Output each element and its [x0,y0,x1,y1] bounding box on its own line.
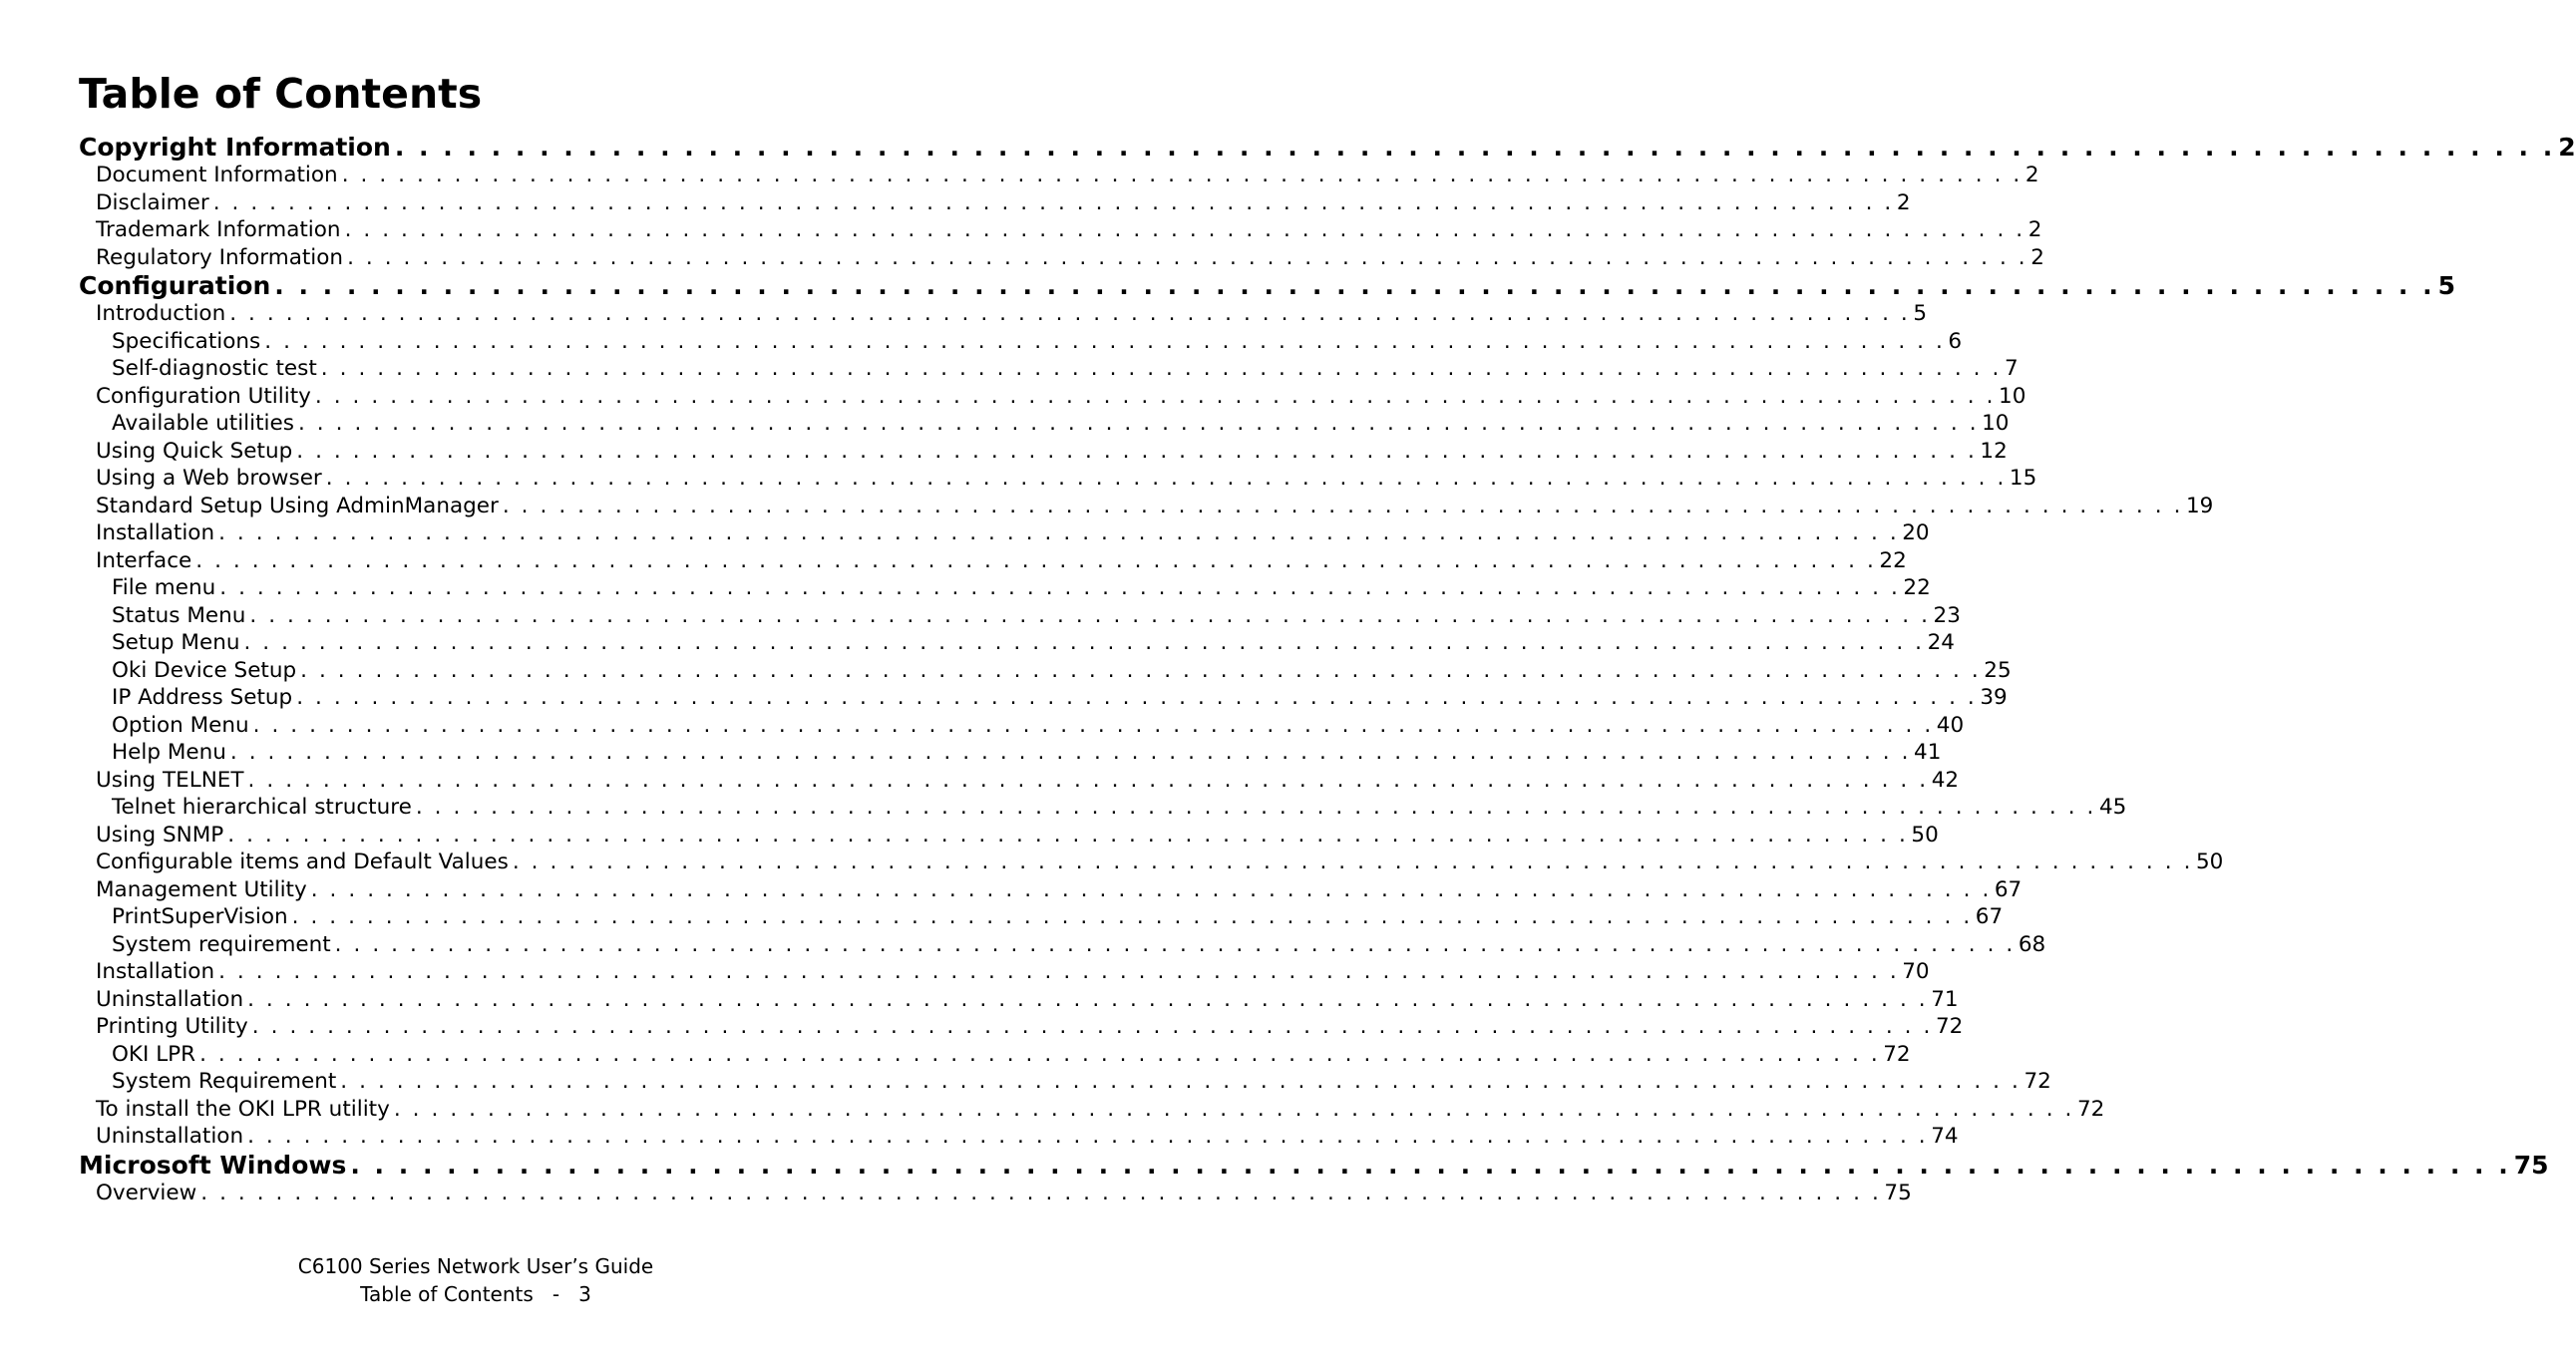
toc-entry[interactable] [79,767,1960,795]
toc-entry-page: 25 [1984,657,2012,683]
toc-entry[interactable] [79,493,2214,520]
toc-entry[interactable] [79,216,2042,244]
toc-entry[interactable] [79,465,2037,493]
toc-entry[interactable] [79,133,2576,162]
toc-entry-label: To install the OKI LPR utility [96,1096,390,1122]
toc-entry-label: Oki Device Setup [112,657,297,683]
toc-dot-leader: . . . . . . . . . . . . . . . . . . . . . . . . . . . . . . . . . . . . . . . . . . . . . . . . . . . . . . . . . . . . . . . . . . . . . . . . . . . . . . . . . . . . . . . . . . [314,383,1997,409]
toc-dot-leader: . . . . . . . . . . . . . . . . . . . . . . . . . . . . . . . . . . . . . . . . . . . . . . . . . . . . . . . . . . . . . . . . . . . . . . . . . . . . . . . . . . . . . . . . . . [251,1014,1933,1039]
toc-dot-leader: . . . . . . . . . . . . . . . . . . . . . . . . . . . . . . . . . . . . . . . . . . . . . . . . . . . . . . . . . . . . . . . . . . . . . . . . . . . . . . . . . . . . . . . . . . [296,685,1978,710]
toc-entry-page: 40 [1936,712,1965,738]
toc-entry[interactable] [79,410,2010,438]
toc-entry[interactable] [79,657,2012,685]
toc-entry-page: 2 [2024,163,2039,187]
toc-entry-page: 42 [1931,767,1960,793]
toc-entry[interactable] [79,328,1963,356]
toc-entry-page: 22 [1879,547,1907,573]
toc-entry[interactable] [79,547,1907,575]
toc-entry-page: 50 [2196,849,2224,874]
toc-entry-page: 5 [1913,301,1928,326]
toc-dot-leader: . . . . . . . . . . . . . . . . . . . . . . . . . . . . . . . . . . . . . . . . . . . . . . . . . . . . . . . . . . . . . . . . . . . . . . . . . . . . . . . . . . . . . . . . . . [247,1124,1929,1149]
toc-entry-label: IP Address Setup [112,685,293,710]
toc-dot-leader: . . . . . . . . . . . . . . . . . . . . . . . . . . . . . . . . . . . . . . . . . . . . . . . . . . . . . . . . . . . . . . . . . . . . . . . . . . . . . . . . . . . . . . . . . . [341,163,2023,187]
toc-entry-page: 50 [1911,822,1939,848]
toc-entry-label: Available utilities [112,411,294,436]
footer-page-info [0,1280,951,1308]
toc-entry-label: Self-diagnostic test [112,356,317,381]
toc-entry-label: Configurable items and Default Values [96,849,509,874]
toc-entry[interactable] [79,1096,2105,1124]
toc-entry[interactable] [79,1041,1911,1069]
toc-entry[interactable] [79,986,1959,1014]
toc-entry-page: 24 [1927,630,1955,655]
toc-entry-label: Using SNMP [96,822,224,848]
toc-entry-label: Status Menu [112,602,246,628]
toc-entry[interactable] [79,794,2127,822]
table-of-contents [79,133,2576,1206]
toc-entry-page: 2 [1896,189,1911,215]
toc-dot-leader: . . . . . . . . . . . . . . . . . . . . . . . . . . . . . . . . . . . . . . . . . . . . . . . . . . . . . . . . . . . . . . . . . . . . . . . . . . . . . . . . . . . . . . . . . . [247,767,1929,793]
page-title: Table of Contents [79,70,483,118]
toc-entry-page: 67 [1994,876,2023,902]
toc-entry[interactable] [79,1068,2051,1096]
toc-dot-leader: . . . . . . . . . . . . . . . . . . . . . . . . . . . . . . . . . . . . . . . . . . . . . . . . . . . . . . . . . . . . . . . . . . . . . . . . . . . . . . . . . . . . . . . . . . [212,189,1894,215]
toc-dot-leader: . . . . . . . . . . . . . . . . . . . . . . . . . . . . . . . . . . . . . . . . . . . . . . . . . . . . . . . . . . . . . . . . . . . . . . . . . . . . . . . . . . . . . . . . . . [325,466,2007,491]
footer-page-number: 3 [578,1282,591,1306]
toc-entry-label: Printing Utility [96,1014,248,1039]
toc-dot-leader: . . . . . . . . . . . . . . . . . . . . . . . . . . . . . . . . . . . . . . . . . . . . . . . . . . . . . . . . . . . . . . . . . . . . . . . . . . . . . . . . . . . . . . . . . . [227,822,1909,848]
toc-dot-leader: . . . . . . . . . . . . . . . . . . . . . . . . . . . . . . . . . . . . . . . . . . . . . . . . . . . . . . . . . . . . . . . . . . . . . . . . . . . . . . . . . . . . . . . . . . [320,356,2002,381]
toc-dot-leader: . . . . . . . . . . . . . . . . . . . . . . . . . . . . . . . . . . . . . . . . . . . . . . . . . . . . . . . . . . . . . . . . . . . . . . . . . . . . . . . . . . . . . . . . . . [195,547,1877,573]
toc-entry-page: 22 [1903,575,1931,600]
toc-entry-label: Using a Web browser [96,466,322,491]
toc-entry-label: Regulatory Information [96,244,344,270]
toc-entry[interactable] [79,958,1930,986]
toc-entry-label: Configuration [79,271,271,300]
toc-entry-page: 10 [1999,383,2026,409]
toc-entry-label: Configuration Utility [96,383,311,409]
toc-entry[interactable] [79,1013,1964,1041]
toc-entry[interactable] [79,355,2019,383]
toc-dot-leader: . . . . . . . . . . . . . . . . . . . . . . . . . . . . . . . . . . . . . . . . . . . . . . . . . . . . . . . . . . . . . . . . . . . . . . . . . . . . . . . . . . . . . . . . . . [274,271,2435,300]
toc-dot-leader: . . . . . . . . . . . . . . . . . . . . . . . . . . . . . . . . . . . . . . . . . . . . . . . . . . . . . . . . . . . . . . . . . . . . . . . . . . . . . . . . . . . . . . . . . . [340,1069,2022,1094]
toc-entry-label: File menu [112,575,216,600]
toc-entry-page: 72 [2076,1096,2105,1122]
toc-entry[interactable] [79,244,2044,272]
toc-entry-label: Management Utility [96,876,307,902]
toc-entry-label: Uninstallation [96,1124,244,1149]
toc-entry-label: Overview [96,1180,197,1205]
toc-entry-page: 74 [1931,1124,1959,1149]
toc-dot-leader: . . . . . . . . . . . . . . . . . . . . . . . . . . . . . . . . . . . . . . . . . . . . . . . . . . . . . . . . . . . . . . . . . . . . . . . . . . . . . . . . . . . . . . . . . . [229,301,1911,326]
toc-dot-leader: . . . . . . . . . . . . . . . . . . . . . . . . . . . . . . . . . . . . . . . . . . . . . . . . . . . . . . . . . . . . . . . . . . . . . . . . . . . . . . . . . . . . . . . . . . [218,959,1900,984]
toc-entry[interactable] [79,1123,1959,1151]
toc-entry-page: 70 [1902,959,1930,984]
toc-dot-leader: . . . . . . . . . . . . . . . . . . . . . . . . . . . . . . . . . . . . . . . . . . . . . . . . . . . . . . . . . . . . . . . . . . . . . . . . . . . . . . . . . . . . . . . . . . [350,1150,2511,1180]
toc-entry[interactable] [79,162,2039,189]
toc-entry[interactable] [79,189,1911,217]
toc-entry-label: Introduction [96,301,226,326]
toc-entry-page: 75 [1884,1180,1912,1205]
toc-entry[interactable] [79,822,1939,849]
toc-entry-page: 45 [2098,795,2127,820]
toc-dot-leader: . . . . . . . . . . . . . . . . . . . . . . . . . . . . . . . . . . . . . . . . . . . . . . . . . . . . . . . . . . . . . . . . . . . . . . . . . . . . . . . . . . . . . . . . . . [300,657,1982,683]
toc-entry-label: Using Quick Setup [96,438,293,464]
toc-entry-label: Disclaimer [96,189,209,215]
toc-entry-page: 68 [2018,931,2046,957]
toc-entry-page: 20 [1902,520,1930,545]
toc-entry[interactable] [79,739,1942,767]
toc-entry[interactable] [79,519,1930,547]
toc-dot-leader: . . . . . . . . . . . . . . . . . . . . . . . . . . . . . . . . . . . . . . . . . . . . . . . . . . . . . . . . . . . . . . . . . . . . . . . . . . . . . . . . . . . . . . . . . . [502,493,2183,518]
footer-separator: - [552,1282,560,1306]
toc-entry[interactable] [79,629,1955,657]
toc-entry[interactable] [79,1180,1912,1207]
toc-entry[interactable] [79,876,2023,904]
toc-entry-page: 5 [2437,271,2456,300]
toc-entry-label: Telnet hierarchical structure [112,795,412,820]
toc-dot-leader: . . . . . . . . . . . . . . . . . . . . . . . . . . . . . . . . . . . . . . . . . . . . . . . . . . . . . . . . . . . . . . . . . . . . . . . . . . . . . . . . . . . . . . . . . . [394,133,2556,162]
toc-entry[interactable] [79,712,1965,740]
footer-guide-title: C6100 Series Network User’s Guide [297,1254,654,1278]
toc-entry-page: 7 [2004,356,2019,381]
toc-dot-leader: . . . . . . . . . . . . . . . . . . . . . . . . . . . . . . . . . . . . . . . . . . . . . . . . . . . . . . . . . . . . . . . . . . . . . . . . . . . . . . . . . . . . . . . . . . [247,986,1929,1012]
toc-entry-page: 41 [1914,740,1942,765]
toc-dot-leader: . . . . . . . . . . . . . . . . . . . . . . . . . . . . . . . . . . . . . . . . . . . . . . . . . . . . . . . . . . . . . . . . . . . . . . . . . . . . . . . . . . . . . . . . . . [347,244,2028,270]
toc-entry[interactable] [79,849,2224,876]
toc-entry-label: Installation [96,959,215,984]
toc-entry-label: System Requirement [112,1069,337,1094]
toc-dot-leader: . . . . . . . . . . . . . . . . . . . . . . . . . . . . . . . . . . . . . . . . . . . . . . . . . . . . . . . . . . . . . . . . . . . . . . . . . . . . . . . . . . . . . . . . . . [264,328,1946,354]
toc-entry[interactable] [79,602,1961,630]
toc-dot-leader: . . . . . . . . . . . . . . . . . . . . . . . . . . . . . . . . . . . . . . . . . . . . . . . . . . . . . . . . . . . . . . . . . . . . . . . . . . . . . . . . . . . . . . . . . . [199,1041,1881,1067]
toc-entry-page: 72 [1935,1014,1964,1039]
toc-entry-page: 6 [1948,328,1963,354]
toc-entry-label: Specifications [112,328,261,354]
toc-entry-label: Standard Setup Using AdminManager [96,493,499,518]
toc-entry-label: Uninstallation [96,986,244,1012]
toc-dot-leader: . . . . . . . . . . . . . . . . . . . . . . . . . . . . . . . . . . . . . . . . . . . . . . . . . . . . . . . . . . . . . . . . . . . . . . . . . . . . . . . . . . . . . . . . . . [512,849,2193,874]
toc-dot-leader: . . . . . . . . . . . . . . . . . . . . . . . . . . . . . . . . . . . . . . . . . . . . . . . . . . . . . . . . . . . . . . . . . . . . . . . . . . . . . . . . . . . . . . . . . . [219,575,1901,600]
toc-entry-page: 72 [2024,1069,2051,1094]
toc-entry-label: Installation [96,520,215,545]
toc-entry-page: 2 [2558,133,2576,162]
toc-entry-label: Help Menu [112,740,226,765]
toc-entry-page: 23 [1933,602,1961,628]
toc-entry-page: 2 [2027,217,2042,242]
toc-dot-leader: . . . . . . . . . . . . . . . . . . . . . . . . . . . . . . . . . . . . . . . . . . . . . . . . . . . . . . . . . . . . . . . . . . . . . . . . . . . . . . . . . . . . . . . . . . [291,904,1973,929]
page-footer [0,1252,951,1308]
toc-dot-leader: . . . . . . . . . . . . . . . . . . . . . . . . . . . . . . . . . . . . . . . . . . . . . . . . . . . . . . . . . . . . . . . . . . . . . . . . . . . . . . . . . . . . . . . . . . [243,630,1925,655]
toc-entry[interactable] [79,684,2008,712]
toc-entry[interactable] [79,383,2026,411]
toc-dot-leader: . . . . . . . . . . . . . . . . . . . . . . . . . . . . . . . . . . . . . . . . . . . . . . . . . . . . . . . . . . . . . . . . . . . . . . . . . . . . . . . . . . . . . . . . . . [297,411,1980,436]
toc-entry-page: 67 [1975,904,2004,929]
toc-dot-leader: . . . . . . . . . . . . . . . . . . . . . . . . . . . . . . . . . . . . . . . . . . . . . . . . . . . . . . . . . . . . . . . . . . . . . . . . . . . . . . . . . . . . . . . . . . [249,602,1931,628]
toc-dot-leader: . . . . . . . . . . . . . . . . . . . . . . . . . . . . . . . . . . . . . . . . . . . . . . . . . . . . . . . . . . . . . . . . . . . . . . . . . . . . . . . . . . . . . . . . . . [334,931,2016,957]
toc-entry-label: Trademark Information [96,217,341,242]
toc-entry-label: Using TELNET [96,767,244,793]
toc-dot-leader: . . . . . . . . . . . . . . . . . . . . . . . . . . . . . . . . . . . . . . . . . . . . . . . . . . . . . . . . . . . . . . . . . . . . . . . . . . . . . . . . . . . . . . . . . . [393,1096,2074,1122]
toc-entry[interactable] [79,931,2046,959]
toc-dot-leader: . . . . . . . . . . . . . . . . . . . . . . . . . . . . . . . . . . . . . . . . . . . . . . . . . . . . . . . . . . . . . . . . . . . . . . . . . . . . . . . . . . . . . . . . . . [252,712,1934,738]
toc-dot-leader: . . . . . . . . . . . . . . . . . . . . . . . . . . . . . . . . . . . . . . . . . . . . . . . . . . . . . . . . . . . . . . . . . . . . . . . . . . . . . . . . . . . . . . . . . . [200,1180,1882,1205]
toc-dot-leader: . . . . . . . . . . . . . . . . . . . . . . . . . . . . . . . . . . . . . . . . . . . . . . . . . . . . . . . . . . . . . . . . . . . . . . . . . . . . . . . . . . . . . . . . . . [229,740,1912,765]
toc-entry-page: 39 [1980,685,2008,710]
toc-entry-page: 75 [2513,1150,2549,1180]
toc-entry-label: OKI LPR [112,1041,196,1067]
toc-entry[interactable] [79,1150,2549,1180]
toc-dot-leader: . . . . . . . . . . . . . . . . . . . . . . . . . . . . . . . . . . . . . . . . . . . . . . . . . . . . . . . . . . . . . . . . . . . . . . . . . . . . . . . . . . . . . . . . . . [296,438,1978,464]
toc-entry-page: 71 [1931,986,1959,1012]
toc-dot-leader: . . . . . . . . . . . . . . . . . . . . . . . . . . . . . . . . . . . . . . . . . . . . . . . . . . . . . . . . . . . . . . . . . . . . . . . . . . . . . . . . . . . . . . . . . . [218,520,1900,545]
toc-entry-label: System requirement [112,931,331,957]
toc-entry[interactable] [79,438,2008,466]
toc-entry-label: Microsoft Windows [79,1150,347,1180]
toc-entry-page: 72 [1883,1041,1911,1067]
toc-entry[interactable] [79,271,2456,300]
toc-entry[interactable] [79,574,1931,602]
toc-entry[interactable] [79,300,1928,328]
toc-entry-page: 15 [2009,466,2037,491]
toc-dot-leader: . . . . . . . . . . . . . . . . . . . . . . . . . . . . . . . . . . . . . . . . . . . . . . . . . . . . . . . . . . . . . . . . . . . . . . . . . . . . . . . . . . . . . . . . . . [344,217,2025,242]
toc-entry-label: Copyright Information [79,133,391,162]
footer-section: Table of Contents [360,1282,534,1306]
toc-entry-page: 10 [1982,411,2010,436]
toc-entry-label: Document Information [96,163,338,187]
toc-entry-page: 19 [2186,493,2214,518]
toc-entry-label: Setup Menu [112,630,240,655]
toc-entry[interactable] [79,903,2004,931]
toc-entry-page: 12 [1980,438,2008,464]
toc-entry-label: PrintSuperVision [112,904,288,929]
toc-dot-leader: . . . . . . . . . . . . . . . . . . . . . . . . . . . . . . . . . . . . . . . . . . . . . . . . . . . . . . . . . . . . . . . . . . . . . . . . . . . . . . . . . . . . . . . . . . [415,795,2096,820]
toc-dot-leader: . . . . . . . . . . . . . . . . . . . . . . . . . . . . . . . . . . . . . . . . . . . . . . . . . . . . . . . . . . . . . . . . . . . . . . . . . . . . . . . . . . . . . . . . . . [310,876,1992,902]
toc-entry-page: 2 [2030,244,2044,270]
toc-entry-label: Interface [96,547,192,573]
toc-entry-label: Option Menu [112,712,249,738]
